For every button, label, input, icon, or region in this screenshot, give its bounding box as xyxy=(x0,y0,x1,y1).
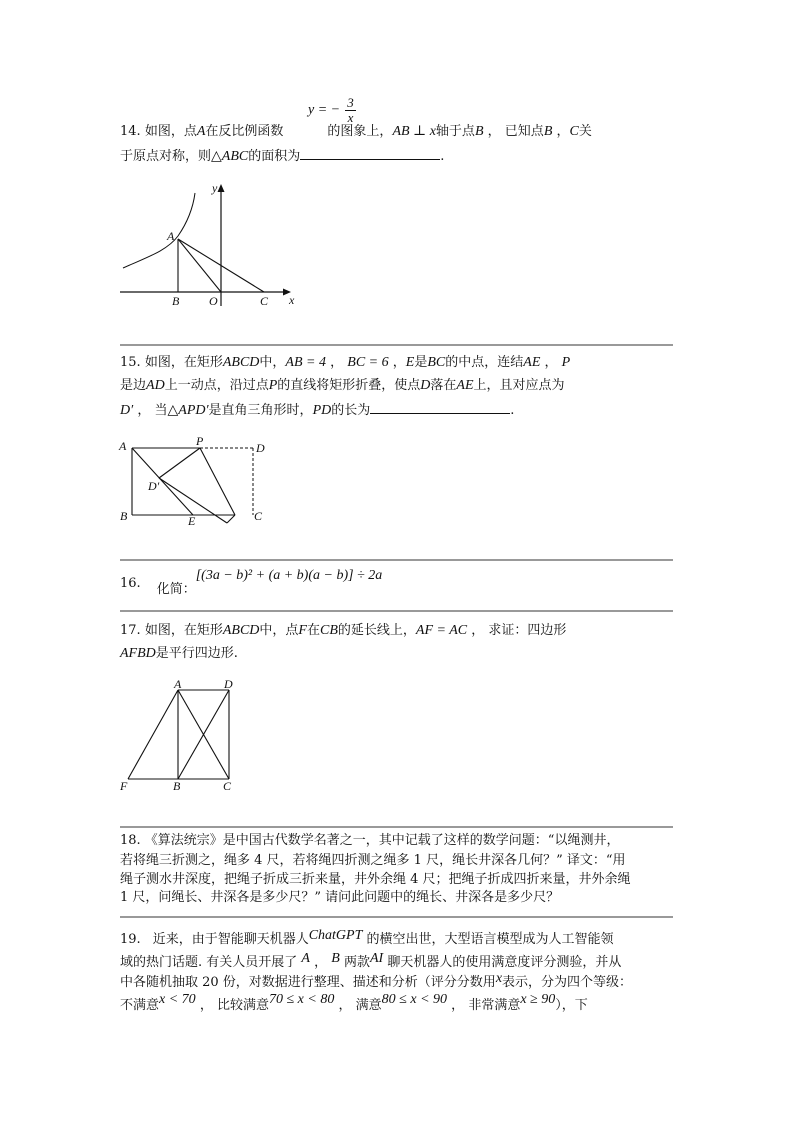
q19-text: 的横空出世，大型语言模型成为人工智能领 xyxy=(366,932,614,947)
q14-func-num: 3 xyxy=(347,95,354,110)
q19-line2 xyxy=(120,951,622,971)
q19-ai: AI xyxy=(369,951,384,966)
q18-line2: 若将绳三折测之，绳多 4 尺，若将绳四折测之绳多 1 尺，绳长井深各几何？” 译文：“用 xyxy=(120,853,626,868)
q17-label-c: C xyxy=(223,779,232,793)
q15-text: 中， xyxy=(259,355,286,370)
q14-function-fraction xyxy=(308,96,356,125)
q14-text: 已知点 xyxy=(504,124,544,139)
q15-label-b: B xyxy=(120,509,128,523)
q14-label-x: x xyxy=(289,293,295,307)
q15-point-p: P xyxy=(561,355,571,370)
q15-triangle: △APD′ xyxy=(167,403,209,418)
q14-line2 xyxy=(120,147,444,165)
q18-line3: 绳子测水井深度，把绳子折成三折来量，井外余绳 4 尺；把绳子折成四折来量，井外余绳 xyxy=(120,872,631,887)
q15-number: 15. xyxy=(120,355,141,370)
q14-y-arrow xyxy=(218,184,225,192)
q17-figure xyxy=(115,680,245,795)
q14-label-c: C xyxy=(260,294,269,308)
q19-text: 聊天机器人的使用满意度评分测验，并从 xyxy=(387,955,622,970)
q19-comma: ， xyxy=(199,998,213,1013)
q17-point-f: F xyxy=(298,623,307,638)
q17-cb: CB xyxy=(320,623,338,638)
q17-text: 的延长线上， xyxy=(337,623,416,638)
q19-text: ），下 xyxy=(555,998,588,1013)
q17-line1 xyxy=(120,623,566,639)
q16-number: 16. xyxy=(120,576,141,591)
q17-label-b: B xyxy=(173,779,181,793)
q15-point-e: E xyxy=(405,355,415,370)
q14-point-b: B xyxy=(543,124,553,139)
divider-2 xyxy=(120,559,673,561)
q19-bot-a: A xyxy=(301,951,310,966)
q15-text: 是 xyxy=(414,355,428,370)
q15-text: 的长为 xyxy=(331,403,371,418)
q15-dot: . xyxy=(510,403,515,418)
q15-text: 当 xyxy=(154,403,168,418)
q15-point-d: D xyxy=(420,378,431,393)
q17-label-f: F xyxy=(120,779,128,793)
q14-perp: AB ⊥ x xyxy=(392,124,436,139)
q17-text: 是平行四边形. xyxy=(155,646,238,661)
q15-text: 上，且对应点为 xyxy=(473,378,565,393)
q15-segment-ae xyxy=(132,448,193,515)
q15-text: 的直线将矩形折叠，使点 xyxy=(277,378,421,393)
q17-line2 xyxy=(120,646,238,662)
q15-comma: ， xyxy=(544,355,558,370)
q19-text: 两款 xyxy=(343,955,370,970)
divider-4 xyxy=(120,826,673,828)
q15-fold-pdp xyxy=(159,448,200,478)
q14-func-den: x xyxy=(347,110,354,125)
q14-text: 在反比例函数 xyxy=(205,124,284,139)
q19-chatgpt: ChatGPT xyxy=(308,928,363,943)
q18-line4: 1 尺，问绳长、井深各是多少尺？” 请问此问题中的绳长、井深各是多少尺？ xyxy=(120,890,560,905)
q17-comma: ， xyxy=(471,623,485,638)
q15-ad: AD xyxy=(146,378,165,393)
q19-text: 比较满意 xyxy=(216,998,269,1013)
q19-range-1: x < 70 xyxy=(159,992,196,1007)
q17-text: 求证：四边形 xyxy=(488,623,567,638)
q14-point-c: C xyxy=(569,124,579,139)
q19-text: 近来，由于智能聊天机器人 xyxy=(152,932,309,947)
q15-bc-eq: BC = 6 xyxy=(347,355,389,370)
q15-ab-eq: AB = 4 xyxy=(285,355,326,370)
q15-fold-crease xyxy=(200,448,235,515)
q15-text: 是边 xyxy=(120,378,147,393)
q14-answer-blank[interactable] xyxy=(300,147,440,160)
q16-text: 化简： xyxy=(156,582,196,597)
q15-label-c: C xyxy=(254,509,263,523)
q17-rect-name: ABCD xyxy=(222,623,260,638)
q19-text: 域的热门话题. 有关人员开展了 xyxy=(120,955,298,970)
q15-text: 落在 xyxy=(430,378,457,393)
q14-func-frac xyxy=(345,96,356,125)
q17-text: 如图，在矩形 xyxy=(144,623,223,638)
q19-range-3: 80 ≤ x < 90 xyxy=(381,992,448,1007)
q17-label-a: A xyxy=(174,680,182,691)
q15-line3 xyxy=(120,401,514,419)
divider-1 xyxy=(120,344,673,346)
q19-comma: ， xyxy=(451,998,465,1013)
q14-number: 14. xyxy=(120,124,141,139)
q14-text: 如图，点 xyxy=(144,124,197,139)
q19-range-2: 70 ≤ x < 80 xyxy=(269,992,335,1007)
q15-label-d: D xyxy=(256,441,265,455)
q14-text: 关 xyxy=(578,124,592,139)
q14-point-a: A xyxy=(196,124,206,139)
q19-text: 中各随机抽取 20 份，对数据进行整理、描述和分析（评分分数用 xyxy=(120,975,496,990)
q15-text: 的中点，连结 xyxy=(445,355,524,370)
q14-point-b: B xyxy=(474,124,484,139)
q17-segment-af xyxy=(128,690,178,779)
q14-comma: ， xyxy=(556,124,570,139)
q19-var-x: x xyxy=(495,971,503,986)
q19-comma: ， xyxy=(314,955,328,970)
q14-text: 的面积为 xyxy=(248,149,301,164)
q14-dot: . xyxy=(440,149,445,164)
q14-figure xyxy=(115,178,305,308)
q14-comma: ， xyxy=(487,124,501,139)
q15-comma: ， xyxy=(137,403,151,418)
q19-line1 xyxy=(120,928,614,948)
q15-rect-name: ABCD xyxy=(222,355,260,370)
q15-point-p: P xyxy=(268,378,278,393)
q15-label-dprime: D′ xyxy=(148,479,160,493)
q17-number: 17. xyxy=(120,623,141,638)
q19-range-4: x ≥ 90 xyxy=(520,992,556,1007)
q15-line1 xyxy=(120,355,570,371)
q14-text: 于原点对称，则 xyxy=(120,149,212,164)
q15-comma: ， xyxy=(330,355,344,370)
q17-label-d: D xyxy=(224,680,233,691)
q17-text: 中，点 xyxy=(259,623,299,638)
q19-line3 xyxy=(120,971,633,991)
q16-line xyxy=(120,568,383,598)
q14-segment-ao xyxy=(178,239,221,292)
q15-ae: AE xyxy=(523,355,541,370)
q19-comma: ， xyxy=(338,998,352,1013)
q15-point-dprime: D′ xyxy=(120,403,134,418)
q15-fold-edge xyxy=(227,515,235,523)
q15-figure xyxy=(115,436,275,528)
q14-label-y: y xyxy=(212,181,218,195)
q15-comma: ， xyxy=(392,355,406,370)
q15-ae: AE xyxy=(456,378,474,393)
q17-text: 在 xyxy=(306,623,320,638)
q15-text: 是直角三角形时， xyxy=(208,403,313,418)
q16-expression: [(3a − b)² + (a + b)(a − b)] ÷ 2a xyxy=(195,568,383,583)
q17-quad-name: AFBD xyxy=(120,646,156,661)
q14-label-o: O xyxy=(209,294,218,308)
q15-bc: BC xyxy=(427,355,446,370)
q19-text: 非常满意 xyxy=(468,998,521,1013)
q19-text: 满意 xyxy=(355,998,382,1013)
q14-line1 xyxy=(120,124,592,140)
q15-pd: PD xyxy=(312,403,332,418)
q14-label-b: B xyxy=(172,294,180,308)
q14-hyperbola xyxy=(123,193,195,268)
q15-line2 xyxy=(120,378,565,394)
q14-text: 轴于点 xyxy=(435,124,475,139)
q15-label-a: A xyxy=(119,439,127,453)
q15-label-p: P xyxy=(196,436,204,448)
q19-bot-b: B xyxy=(331,951,340,966)
q15-answer-blank[interactable] xyxy=(370,401,510,414)
q14-func-lhs: y = − xyxy=(308,102,341,118)
q18-line1: 18. 《算法统宗》是中国古代数学名著之一，其中记载了这样的数学问题：“以绳测井， xyxy=(120,833,620,848)
q19-number: 19. xyxy=(120,932,141,947)
q15-text: 上一动点，沿过点 xyxy=(164,378,269,393)
q15-text: 如图，在矩形 xyxy=(144,355,223,370)
q17-af-eq-ac: AF = AC xyxy=(415,623,468,638)
q14-triangle: △ABC xyxy=(211,149,249,164)
q19-text: 表示，分为四个等级： xyxy=(502,975,633,990)
q19-line4 xyxy=(120,992,588,1014)
q14-text: 的图象上， xyxy=(327,124,393,139)
divider-3 xyxy=(120,610,673,612)
divider-5 xyxy=(120,916,673,918)
q14-label-a: A xyxy=(167,229,175,243)
q15-label-e: E xyxy=(188,514,196,528)
q19-text: 不满意 xyxy=(120,998,160,1013)
